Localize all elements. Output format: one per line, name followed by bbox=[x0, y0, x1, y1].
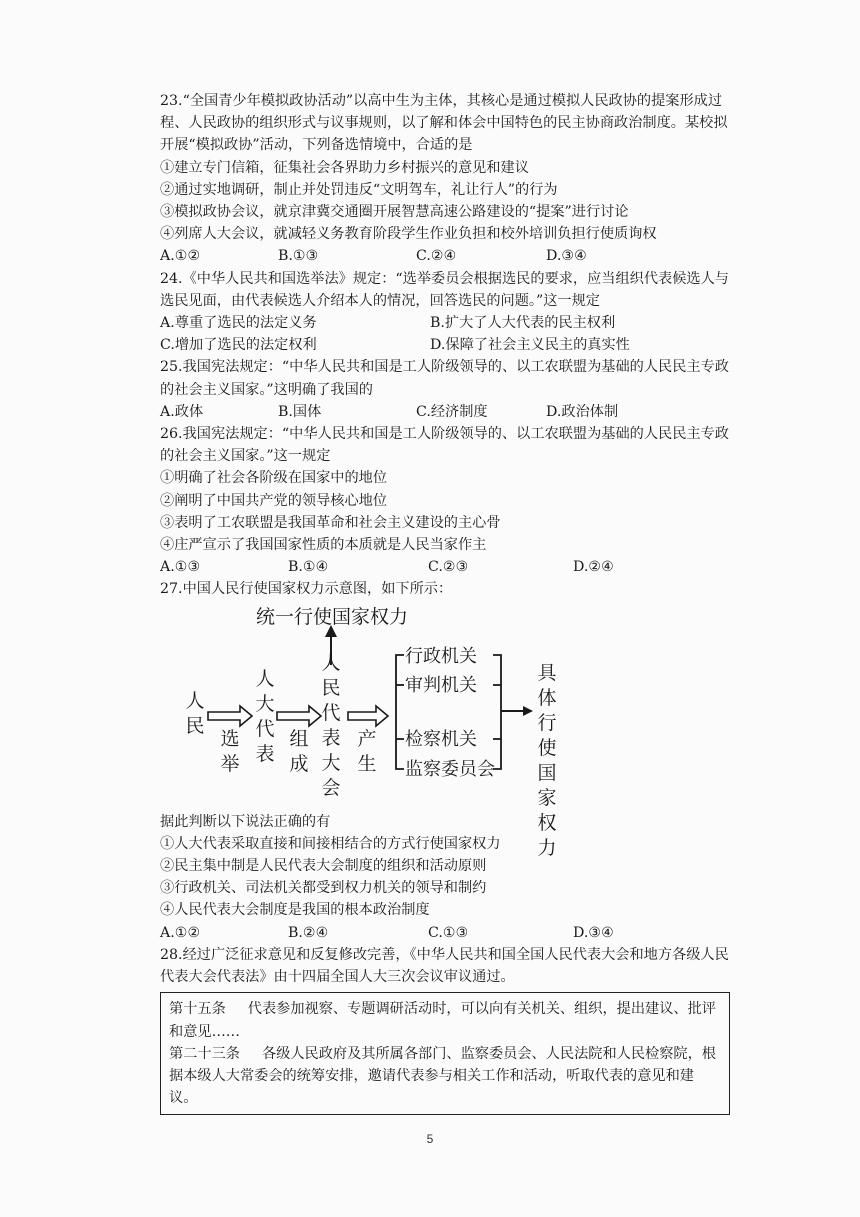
diagram-organ-admin: 行政机关 bbox=[405, 645, 477, 667]
q24-stem: 24.《中华人民共和国选举法》规定：“选举委员会根据选民的要求，应当组织代表候选人与选民见面，由代表候选人介绍本人的情况，回答选民的问题。”这一规定 bbox=[160, 270, 729, 309]
left-bracket bbox=[396, 655, 404, 769]
q25-option-b: B.国体 bbox=[278, 403, 322, 420]
q26-option-b: B.①④ bbox=[288, 559, 329, 576]
q24-options-row-1 bbox=[160, 312, 730, 334]
q23-option-b: B.①③ bbox=[278, 248, 319, 265]
q26-options bbox=[160, 556, 730, 578]
article-15-number: 第十五条 bbox=[169, 1001, 226, 1018]
diagram-produce: 产生 bbox=[357, 727, 377, 775]
q24-options-row-2 bbox=[160, 334, 730, 356]
q25-options bbox=[160, 401, 730, 423]
law-excerpt-box bbox=[160, 992, 730, 1115]
right-arrow-head bbox=[523, 706, 533, 716]
q26-option-d: D.②④ bbox=[573, 559, 614, 576]
diagram-people: 人民 bbox=[185, 689, 205, 737]
right-bracket bbox=[493, 655, 501, 769]
q27-stem: 27.中国人民行使国家权力示意图，如下所示： bbox=[160, 581, 453, 598]
q25-stem: 25.我国宪法规定：“中华人民共和国是工人阶级领导的、以工农联盟为基础的人民民主专政的社会主义国家。”这明确了我国的 bbox=[160, 359, 729, 398]
q28-stem: 28.经过广泛征求意见和反复修改完善，《中华人民共和国全国人民代表大会和地方各级人民代表大会代表法》由十四届全国人大三次会议审议通过。 bbox=[160, 946, 729, 986]
q27-item-4: ④人民代表大会制度是我国的根本政治制度 bbox=[160, 902, 430, 919]
page-content bbox=[160, 90, 730, 1115]
diagram-top-label: 统一行使国家权力 bbox=[256, 605, 409, 628]
diagram-deputies: 人大代表 bbox=[255, 667, 275, 765]
q23-option-a: A.①② bbox=[160, 248, 201, 265]
article-23-text: 各级人民政府及其所属各部门、监察委员会、人民法院和人民检察院，根据本级人大常委会的统筹安排，邀请代表参与相关工作和活动，听取代表的意见和建议。 bbox=[169, 1045, 716, 1107]
q26-item-1: ①明确了社会各阶级在国家中的地位 bbox=[160, 470, 388, 487]
q23-options bbox=[160, 245, 730, 267]
diagram-organ-supervision: 监察委员会 bbox=[405, 758, 495, 780]
q27-option-c: C.①③ bbox=[428, 924, 469, 941]
diagram-compose: 组成 bbox=[289, 727, 309, 775]
article-23 bbox=[169, 1043, 721, 1110]
q24-option-c: C.增加了选民的法定权利 bbox=[160, 337, 317, 354]
article-15 bbox=[169, 998, 721, 1042]
q23-item-3: ③模拟政协会议，就京津冀交通圈开展智慧高速公路建设的“提案”进行讨论 bbox=[160, 204, 629, 221]
q27-item-3: ③行政机关、司法机关都受到权力机关的领导和制约 bbox=[160, 880, 487, 897]
q27-option-a: A.①② bbox=[160, 924, 201, 941]
q23-option-c: C.②④ bbox=[416, 248, 457, 265]
q27-item-2: ②民主集中制是人民代表大会制度的组织和活动原则 bbox=[160, 858, 487, 875]
q25-option-c: C.经济制度 bbox=[416, 403, 488, 420]
q25-option-d: D.政治体制 bbox=[546, 403, 619, 420]
diagram-congress: 人民代表大会 bbox=[321, 651, 341, 799]
page-number: 5 bbox=[426, 1132, 434, 1146]
q23-item-4: ④列席人大会议，就减轻义务教育阶段学生作业负担和校外培训负担行使质询权 bbox=[160, 226, 657, 243]
diagram-specific: 具体行使国家权力 bbox=[537, 661, 557, 859]
q26-item-2: ②阐明了中国共产党的领导核心地位 bbox=[160, 492, 388, 509]
diagram-organ-judicial: 审判机关 bbox=[405, 674, 477, 696]
diagram-elect: 选举 bbox=[220, 727, 240, 775]
hollow-arrow-produce bbox=[348, 706, 388, 726]
diagram-organ-procuratorate: 检察机关 bbox=[405, 728, 477, 750]
article-23-number: 第二十三条 bbox=[169, 1045, 240, 1062]
q24-option-a: A.尊重了选民的法定义务 bbox=[160, 315, 317, 332]
q25-option-a: A.政体 bbox=[160, 403, 204, 420]
hollow-arrow-compose bbox=[277, 706, 321, 726]
q23-stem: 23.“全国青少年模拟政协活动”以高中生为主体，其核心是通过模拟人民政协的提案形成过程、人民政协的组织形式与议事规则，以了解和体会中国特色的民主协商政治制度。某校拟开展“模拟政协”活动，下列备选情境中，合适的是 bbox=[160, 93, 728, 154]
q27-option-d: D.③④ bbox=[573, 924, 614, 941]
hollow-arrow-elect bbox=[208, 706, 252, 726]
q27-lead: 据此判断以下说法正确的有 bbox=[160, 813, 331, 830]
article-15-text: 代表参加视察、专题调研活动时，可以向有关机关、组织，提出建议、批评和意见…… bbox=[169, 1001, 716, 1040]
q27-options bbox=[160, 922, 730, 944]
q23-item-2: ②通过实地调研，制止并处罚违反“文明驾车，礼让行人”的行为 bbox=[160, 181, 558, 198]
q26-item-4: ④庄严宣示了我国国家性质的本质就是人民当家作主 bbox=[160, 537, 487, 554]
q27-item-1: ①人大代表采取直接和间接相结合的方式行使国家权力 bbox=[160, 835, 501, 852]
q27-option-b: B.②④ bbox=[288, 924, 329, 941]
q26-option-c: C.②③ bbox=[428, 559, 469, 576]
q26-option-a: A.①③ bbox=[160, 559, 201, 576]
q24-option-d: D.保障了社会主义民主的真实性 bbox=[430, 337, 630, 354]
q26-stem: 26.我国宪法规定：“中华人民共和国是工人阶级领导的、以工农联盟为基础的人民民主专政的社会主义国家。”这一规定 bbox=[160, 426, 729, 465]
q23-option-d: D.③④ bbox=[546, 248, 587, 265]
q24-option-b: B.扩大了人大代表的民主权利 bbox=[430, 315, 616, 332]
q23-item-1: ①建立专门信箱，征集社会各界助力乡村振兴的意见和建议 bbox=[160, 159, 529, 176]
q26-item-3: ③表明了工农联盟是我国革命和社会主义建设的主心骨 bbox=[160, 514, 501, 531]
